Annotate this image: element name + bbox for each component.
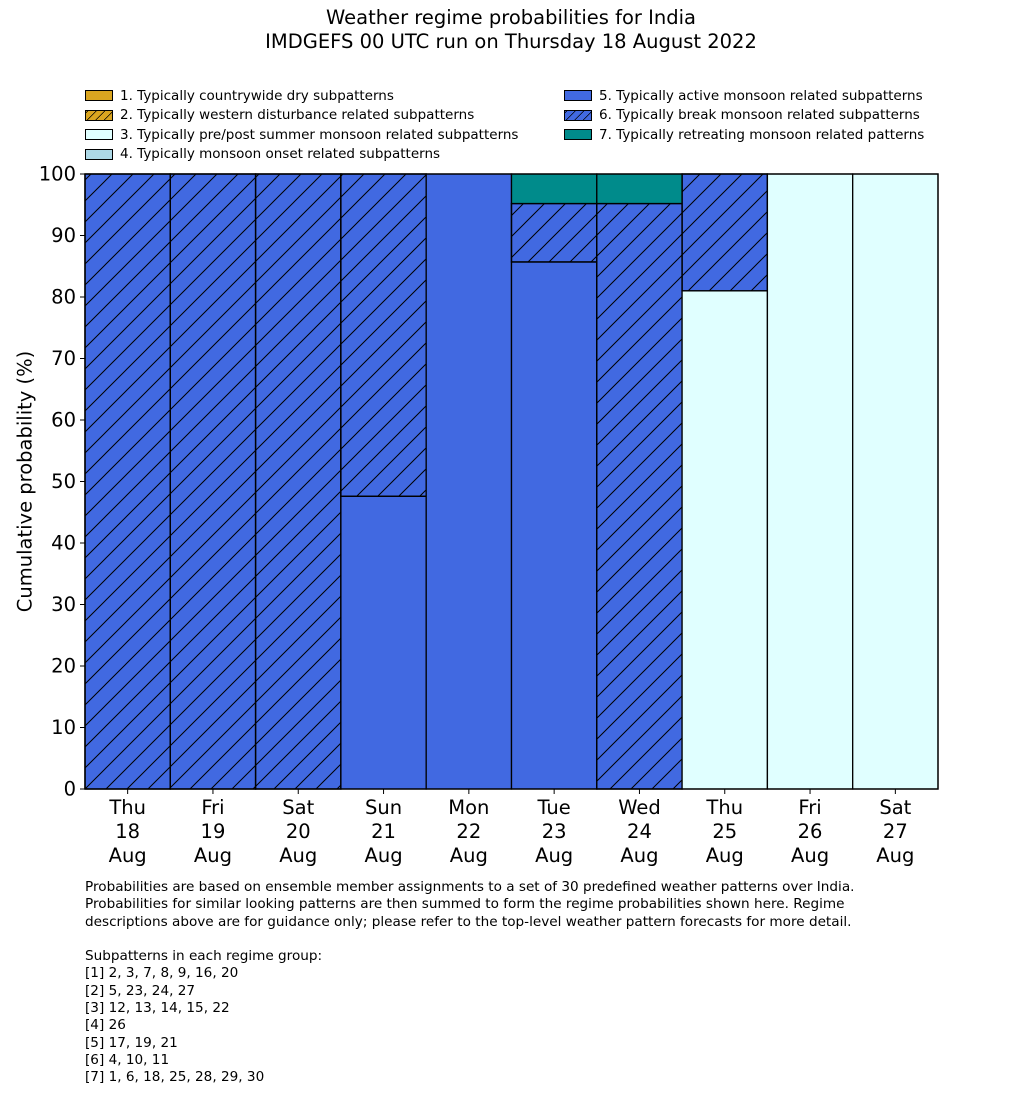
bar-segment <box>853 174 938 789</box>
y-tick-label: 20 <box>51 654 76 678</box>
legend-item <box>85 106 474 125</box>
x-tick-label: Tue <box>537 796 571 819</box>
x-tick-label: 27 <box>882 820 908 843</box>
group-line: [1] 2, 3, 7, 8, 9, 16, 20 <box>85 965 239 982</box>
legend-item <box>85 86 394 105</box>
chart-title <box>0 6 1022 54</box>
x-tick-label: 22 <box>456 820 482 843</box>
chart-title-line-2: IMDGEFS 00 UTC run on Thursday 18 August 2022 <box>265 30 757 53</box>
legend-swatch <box>85 149 113 160</box>
y-tick-label: 100 <box>38 162 76 186</box>
notes-line: descriptions above are for guidance only; please refer to the top-level weather pattern forecasts for more detail. <box>85 913 852 930</box>
y-tick-label: 60 <box>51 408 76 432</box>
legend-item <box>564 86 923 105</box>
bar-segment-hatch <box>170 174 255 789</box>
x-tick-label: Thu <box>109 796 146 819</box>
stacked-bar-chart <box>0 160 1033 875</box>
legend-item <box>564 106 920 125</box>
notes-line: Probabilities are based on ensemble member assignments to a set of 30 predefined weather patterns over India. <box>85 879 855 895</box>
legend-label: 7. Typically retreating monsoon related patterns <box>599 126 925 143</box>
legend <box>85 86 985 166</box>
legend-swatch <box>564 90 592 101</box>
groups-heading: Subpatterns in each regime group: <box>85 948 323 965</box>
legend-label: 5. Typically active monsoon related subpatterns <box>599 87 923 104</box>
legend-swatch <box>564 110 592 121</box>
x-tick-label: Aug <box>193 844 232 867</box>
x-tick-label: Sat <box>879 796 912 819</box>
bar-segment <box>767 174 852 789</box>
x-tick-label: Thu <box>706 796 744 819</box>
x-tick-label: Aug <box>620 844 659 867</box>
bar-segment-hatch <box>85 174 170 789</box>
bar-segment <box>426 174 511 789</box>
x-tick-label: 21 <box>371 820 396 843</box>
group-line: [5] 17, 19, 21 <box>85 1034 178 1051</box>
x-tick-label: Fri <box>798 796 822 819</box>
y-axis-label: Cumulative probability (%) <box>13 350 37 613</box>
x-tick-label: Aug <box>449 844 488 867</box>
y-tick-label: 80 <box>51 285 76 309</box>
bar-segment-hatch <box>597 204 682 789</box>
group-line: [2] 5, 23, 24, 27 <box>85 982 196 999</box>
x-tick-label: 20 <box>285 820 311 843</box>
bar-segment <box>512 262 597 789</box>
legend-swatch <box>85 110 113 121</box>
x-tick-label: Mon <box>448 796 490 819</box>
x-tick-label: 19 <box>200 820 226 843</box>
bar-segment-hatch <box>512 204 597 262</box>
group-line: [4] 26 <box>85 1017 126 1034</box>
legend-item <box>564 125 924 144</box>
group-line: [6] 4, 10, 11 <box>85 1051 170 1068</box>
x-tick-label: Aug <box>535 844 574 867</box>
legend-item <box>85 125 518 144</box>
legend-swatch <box>85 129 113 140</box>
x-tick-label: Sat <box>282 796 315 819</box>
bar-segment <box>512 174 597 204</box>
x-tick-label: Aug <box>705 844 744 867</box>
x-tick-label: Aug <box>279 844 318 867</box>
y-tick-label: 90 <box>51 224 76 247</box>
legend-label: 6. Typically break monsoon related subpatterns <box>599 107 920 124</box>
y-tick-label: 10 <box>51 716 76 739</box>
x-tick-label: 26 <box>797 820 823 843</box>
x-tick-label: 24 <box>627 820 652 843</box>
x-tick-label: Aug <box>364 844 403 867</box>
notes-line: Probabilities for similar looking patterns are then summed to form the regime probabilities shown here. Regime <box>85 896 845 913</box>
bar-segment <box>597 174 682 204</box>
chart-title-line-1: Weather regime probabilities for India <box>325 6 696 29</box>
x-tick-label: Fri <box>201 796 225 819</box>
legend-label: 1. Typically countrywide dry subpatterns <box>120 87 394 104</box>
x-tick-label: Aug <box>108 844 147 867</box>
legend-label: 3. Typically pre/post summer monsoon related subpatterns <box>120 126 519 143</box>
y-tick-label: 40 <box>51 531 76 555</box>
x-tick-label: 18 <box>115 820 141 843</box>
x-tick-label: Sun <box>364 796 403 819</box>
x-tick-label: Wed <box>618 796 661 819</box>
x-tick-label: Aug <box>791 844 830 867</box>
notes <box>85 879 985 1087</box>
y-tick-label: 30 <box>51 593 76 616</box>
bar-segment <box>682 291 767 789</box>
x-tick-label: 23 <box>541 820 567 843</box>
y-tick-label: 50 <box>51 470 76 493</box>
y-tick-label: 0 <box>63 777 76 801</box>
y-tick-label: 70 <box>51 347 76 370</box>
legend-label: 4. Typically monsoon onset related subpatterns <box>120 146 441 163</box>
legend-swatch <box>85 90 113 101</box>
x-tick-label: Aug <box>876 844 915 867</box>
legend-swatch <box>564 129 592 140</box>
legend-label: 2. Typically western disturbance related subpatterns <box>120 107 475 124</box>
group-line: [3] 12, 13, 14, 15, 22 <box>85 1000 230 1017</box>
bar-segment-hatch <box>256 174 341 789</box>
bar-segment-hatch <box>341 174 426 496</box>
x-tick-label: 25 <box>712 820 738 843</box>
bar-segment-hatch <box>682 174 767 291</box>
bar-segment <box>341 496 426 789</box>
group-line: [7] 1, 6, 18, 25, 28, 29, 30 <box>85 1069 265 1086</box>
